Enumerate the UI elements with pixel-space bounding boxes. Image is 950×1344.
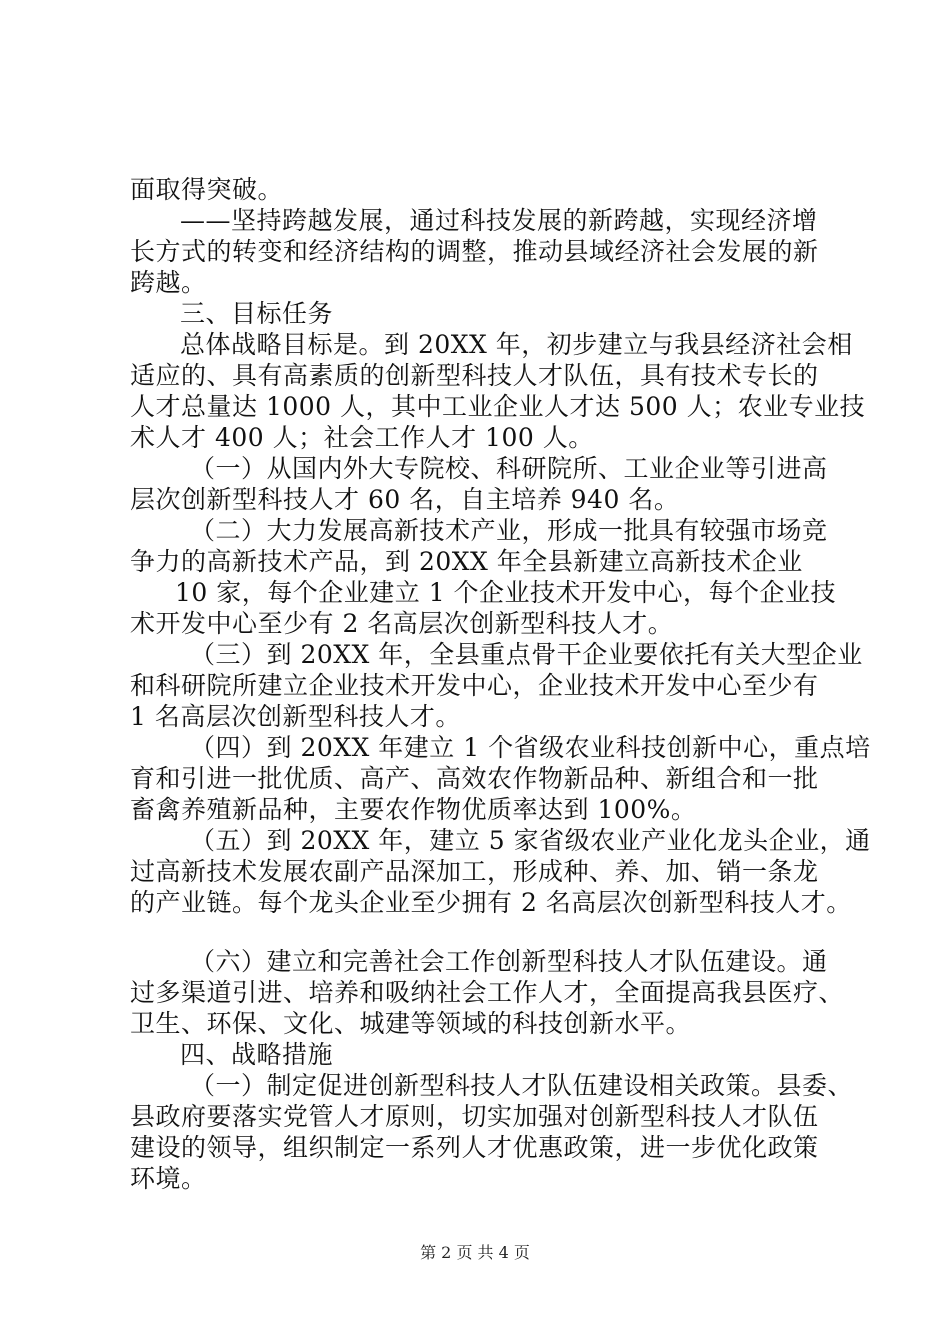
text-line: （一）制定促进创新型科技人才队伍建设相关政策。县委、 bbox=[190, 1071, 854, 1100]
text-line: 县政府要落实党管人才原则，切实加强对创新型科技人才队伍 bbox=[130, 1102, 819, 1131]
section-heading: 四、战略措施 bbox=[180, 1040, 334, 1069]
text-line: 卫生、环保、文化、城建等领域的科技创新水平。 bbox=[130, 1009, 692, 1038]
text-line: 1 名高层次创新型科技人才。 bbox=[130, 702, 461, 731]
text-line: 总体战略目标是。到 20XX 年，初步建立与我县经济社会相 bbox=[180, 330, 853, 359]
text-line: 的产业链。每个龙头企业至少拥有 2 名高层次创新型科技人才。 bbox=[130, 888, 852, 917]
text-line: 长方式的转变和经济结构的调整，推动县域经济社会发展的新 bbox=[130, 237, 819, 266]
text-line: 跨越。 bbox=[130, 268, 207, 297]
text-line: 环境。 bbox=[130, 1164, 207, 1193]
text-line: （四）到 20XX 年建立 1 个省级农业科技创新中心，重点培 bbox=[190, 733, 871, 762]
text-line: 和科研院所建立企业技术开发中心，企业技术开发中心至少有 bbox=[130, 671, 819, 700]
text-line: （三）到 20XX 年，全县重点骨干企业要依托有关大型企业 bbox=[190, 640, 863, 669]
text-line: 建设的领导，组织制定一系列人才优惠政策，进一步优化政策 bbox=[130, 1133, 819, 1162]
text-line: 术开发中心至少有 2 名高层次创新型科技人才。 bbox=[130, 609, 674, 638]
section-heading: 三、目标任务 bbox=[180, 299, 334, 328]
text-line: （二）大力发展高新技术产业，形成一批具有较强市场竞 bbox=[190, 516, 828, 545]
text-line: ——坚持跨越发展，通过科技发展的新跨越，实现经济增 bbox=[180, 206, 818, 235]
text-line: 人才总量达 1000 人，其中工业企业人才达 500 人；农业专业技 bbox=[130, 392, 866, 421]
text-line: 争力的高新技术产品，到 20XX 年全县新建立高新技术企业 bbox=[130, 547, 803, 576]
text-line: （五）到 20XX 年，建立 5 家省级农业产业化龙头企业，通 bbox=[190, 826, 871, 855]
text-line: 育和引进一批优质、高产、高效农作物新品种、新组合和一批 bbox=[130, 764, 819, 793]
page-footer: 第 2 页 共 4 页 bbox=[420, 1243, 530, 1262]
text-line: 过多渠道引进、培养和吸纳社会工作人才，全面提高我县医疗、 bbox=[130, 978, 845, 1007]
text-line: 过高新技术发展农副产品深加工，形成种、养、加、销一条龙 bbox=[130, 857, 819, 886]
text-line: 10 家，每个企业建立 1 个企业技术开发中心，每个企业技 bbox=[175, 578, 837, 607]
text-line: （一）从国内外大专院校、科研院所、工业企业等引进高 bbox=[190, 454, 828, 483]
text-line: 畜禽养殖新品种，主要农作物优质率达到 100%。 bbox=[130, 795, 697, 824]
text-line: 适应的、具有高素质的创新型科技人才队伍，具有技术专长的 bbox=[130, 361, 819, 390]
text-line: 层次创新型科技人才 60 名，自主培养 940 名。 bbox=[130, 485, 680, 514]
text-line: 面取得突破。 bbox=[130, 175, 284, 204]
text-line: （六）建立和完善社会工作创新型科技人才队伍建设。通 bbox=[190, 947, 828, 976]
text-line: 术人才 400 人；社会工作人才 100 人。 bbox=[130, 423, 594, 452]
